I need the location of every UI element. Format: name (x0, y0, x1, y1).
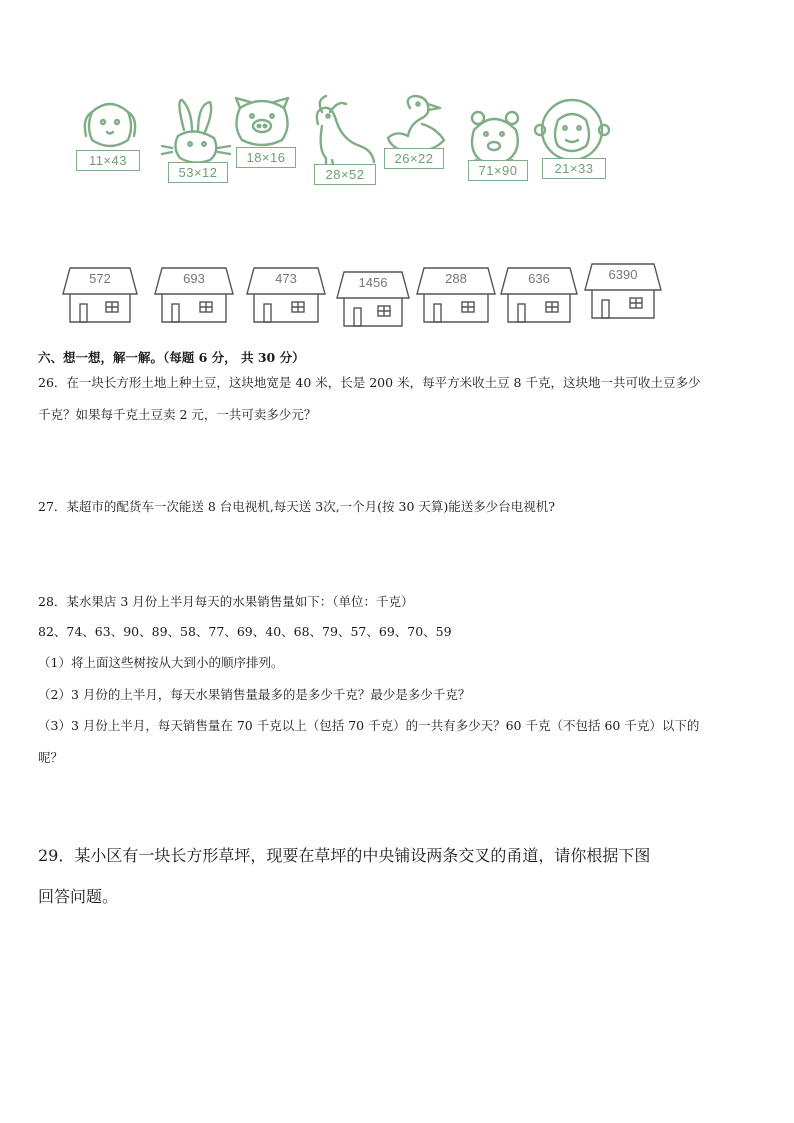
monkey-icon (535, 100, 609, 160)
question-28-part-2: （2）3 月份的上半月，每天水果销售量最多的是多少千克？最少是多少千克？ (38, 687, 471, 702)
question-28-part-1: （1）将上面这些树按从大到小的顺序排列。 (38, 655, 284, 670)
animal-expr-bear: 71×90 (468, 160, 528, 181)
animal-expr-dog: 11×43 (76, 150, 140, 171)
rabbit-icon (162, 100, 230, 163)
section-title: 六、想一想，解一解。（每题 6 分， 共 30 分） (38, 350, 305, 365)
house (416, 264, 496, 326)
house-number: 288 (445, 271, 467, 286)
question-27: 27．某超市的配货车一次能送 8 台电视机,每天送 3次,一个月(按 30 天算)能送多少台电视机? (38, 499, 555, 514)
question-26-line-2: 千克？如果每千克土豆卖 2 元，一共可卖多少元？ (38, 407, 317, 422)
animal-line-art (0, 0, 794, 240)
animal-expr-monkey: 21×33 (542, 158, 606, 179)
houses-row (0, 258, 794, 330)
animal-expr-duck: 26×22 (384, 148, 444, 169)
house-number: 1456 (358, 275, 388, 290)
house-number: 473 (275, 271, 297, 286)
house (336, 268, 410, 330)
question-28-part-3-line-2: 呢？ (38, 750, 64, 765)
animal-expr-goat: 28×52 (314, 164, 376, 185)
dog-icon (85, 104, 135, 146)
duck-icon (388, 96, 444, 152)
house-number: 693 (183, 271, 205, 286)
house-number: 636 (528, 271, 550, 286)
house (246, 264, 326, 326)
house-number: 6390 (608, 267, 638, 282)
house (154, 264, 234, 326)
house-number: 572 (89, 271, 111, 286)
house (500, 264, 578, 326)
question-26-line-1: 26．在一块长方形土地上种土豆，这块地宽是 40 米，长是 200 米，每平方米收土豆 8 千克，这块地一共可收土豆多少 (38, 375, 701, 390)
animal-expr-pig: 18×16 (236, 147, 296, 168)
animal-matching-figure (0, 0, 794, 240)
house (62, 264, 138, 326)
question-28-intro: 28．某水果店 3 月份上半月每天的水果销售量如下：（单位：千克） (38, 594, 414, 609)
question-28-part-3-line-1: （3）3 月份上半月，每天销售量在 70 千克以上（包括 70 千克）的一共有多少天？60 千克（不包括 60 千克）以下的 (38, 718, 700, 733)
question-29-line-1: 29．某小区有一块长方形草坪，现要在草坪的中央铺设两条交叉的甬道，请你根据下图 (38, 846, 651, 865)
question-29-line-2: 回答问题。 (38, 887, 119, 906)
animal-expr-rabbit: 53×12 (168, 162, 228, 183)
house (584, 260, 662, 322)
question-28-data: 82、74、63、90、89、58、77、69、40、68、79、57、69、70、59 (38, 624, 452, 639)
pig-icon (236, 98, 288, 145)
